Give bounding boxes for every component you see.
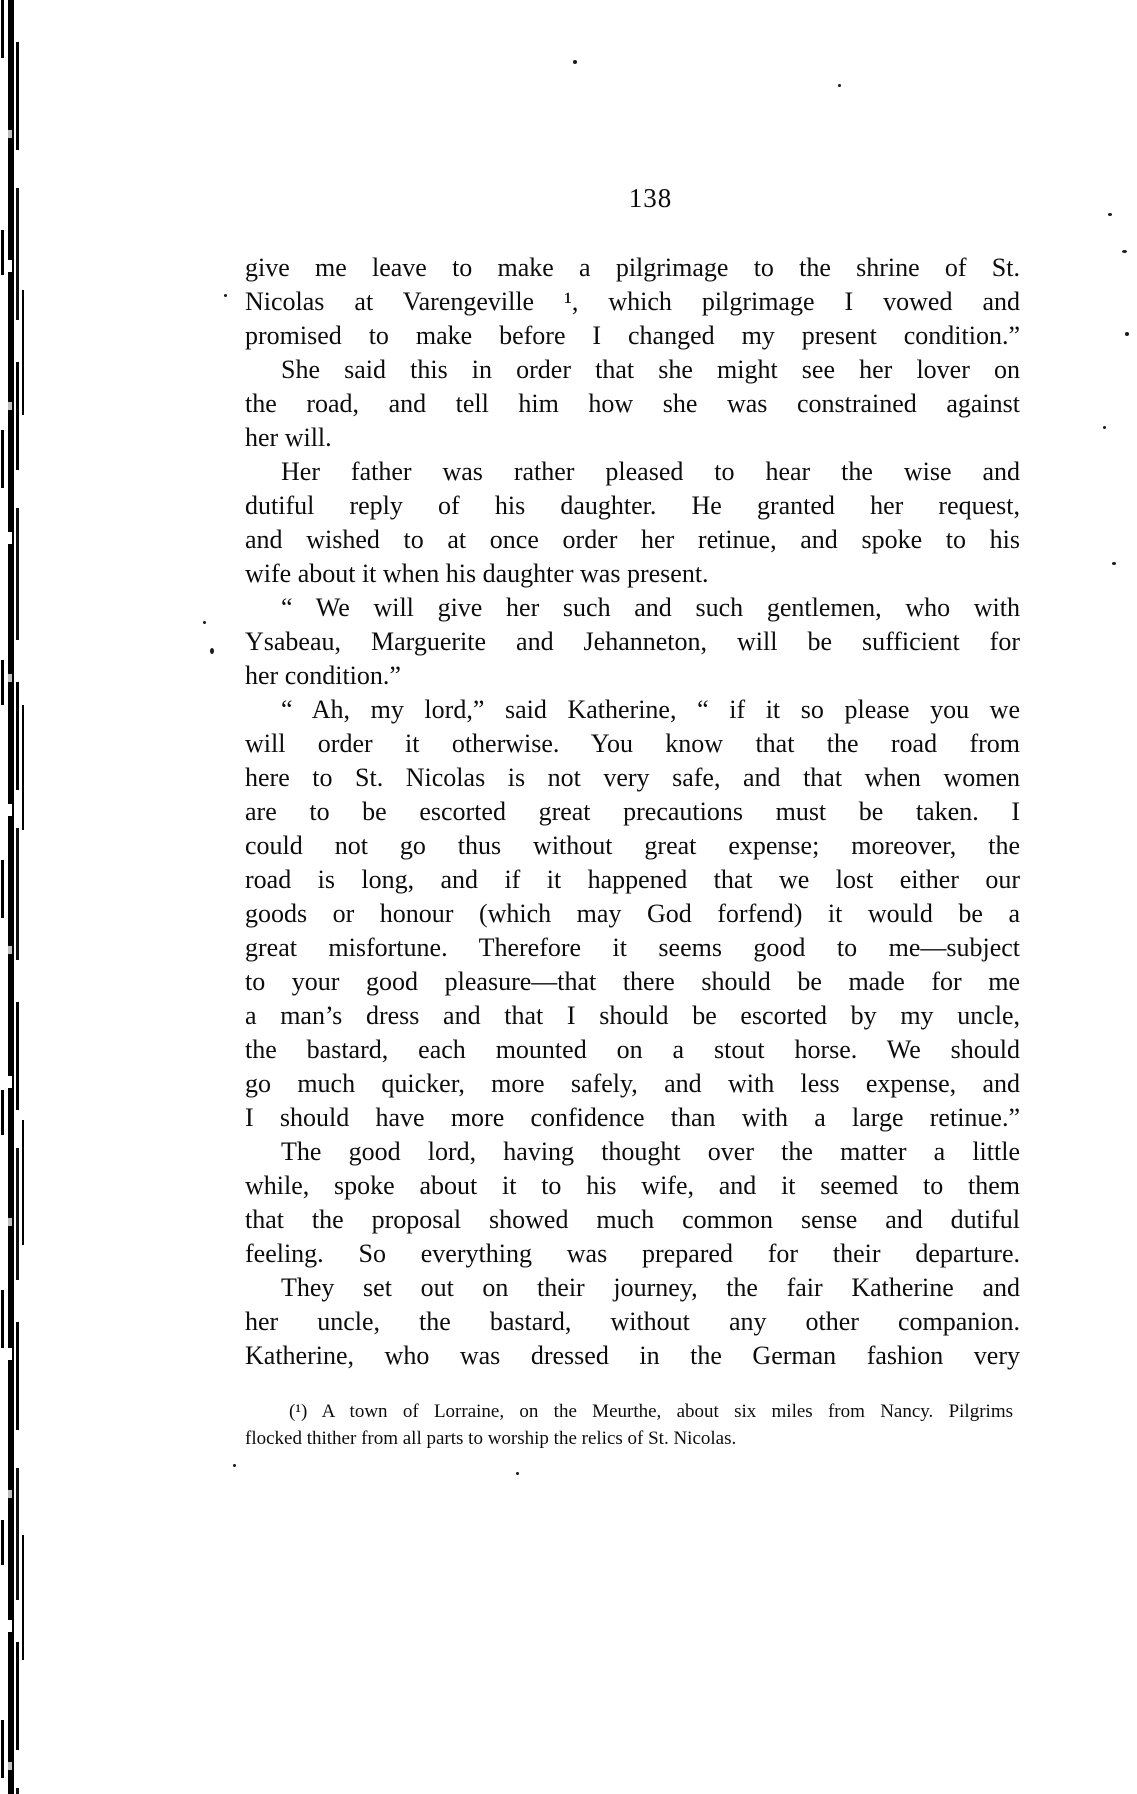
text-line: to your good pleasure—that there should be made for me: [245, 967, 1020, 996]
scan-speck: [516, 1472, 519, 1475]
text-line: The good lord, having thought over the matter a little: [281, 1137, 1020, 1166]
footnote-line: (¹) A town of Lorraine, on the Meurthe, about six miles from Nancy. Pilgrims: [289, 1401, 1013, 1422]
scan-speck: [1125, 332, 1129, 336]
text-line: Nicolas at Varengeville ¹, which pilgrimage I vowed and: [245, 287, 1020, 316]
text-line: here to St. Nicolas is not very safe, and that when women: [245, 763, 1020, 792]
text-line: her uncle, the bastard, without any other companion.: [245, 1307, 1020, 1336]
text-line: will order it otherwise. You know that the road from: [245, 729, 1020, 758]
text-line: Ysabeau, Marguerite and Jehanneton, will be sufficient for: [245, 627, 1020, 656]
text-line: “ We will give her such and such gentlemen, who with: [281, 593, 1020, 622]
footnote-line: flocked thither from all parts to worship the relics of St. Nicolas.: [245, 1428, 737, 1449]
text-line: dutiful reply of his daughter. He granted her request,: [245, 491, 1020, 520]
text-line: Katherine, who was dressed in the German fashion very: [245, 1341, 1020, 1370]
text-line: road is long, and if it happened that we lost either our: [245, 865, 1020, 894]
text-line: the road, and tell him how she was constrained against: [245, 389, 1020, 418]
text-line: could not go thus without great expense; moreover, the: [245, 831, 1020, 860]
text-line: She said this in order that she might see her lover on: [281, 355, 1020, 384]
text-line: her condition.”: [245, 661, 401, 690]
binding-line-artifact: [16, 0, 19, 1794]
text-line: that the proposal showed much common sense and dutiful: [245, 1205, 1020, 1234]
body-text: [245, 251, 1020, 1373]
binding-line-artifact: [22, 0, 24, 1794]
binding-line-artifact: [12, 0, 14, 1794]
scan-speck: [838, 84, 841, 87]
text-line: wife about it when his daughter was present.: [245, 559, 709, 588]
scan-speck: [233, 1464, 236, 1467]
scan-speck: [210, 648, 214, 654]
scan-speck: [203, 621, 206, 624]
text-line: great misfortune. Therefore it seems good to me—subject: [245, 933, 1020, 962]
scan-speck: [1103, 426, 1106, 429]
text-line: “ Ah, my lord,” said Katherine, “ if it so please you we: [281, 695, 1020, 724]
binding-line-artifact: [1, 0, 4, 1794]
text-line: feeling. So everything was prepared for their departure.: [245, 1239, 1020, 1268]
text-line: the bastard, each mounted on a stout horse. We should: [245, 1035, 1020, 1064]
text-line: are to be escorted great precautions must be taken. I: [245, 797, 1020, 826]
text-line: I should have more confidence than with a large retinue.”: [245, 1103, 1020, 1132]
text-line: They set out on their journey, the fair Katherine and: [281, 1273, 1020, 1302]
text-line: while, spoke about it to his wife, and it seemed to them: [245, 1171, 1020, 1200]
text-line: and wished to at once order her retinue, and spoke to his: [245, 525, 1020, 554]
footnote: [245, 1398, 1013, 1452]
scan-speck: [573, 60, 577, 64]
text-line: Her father was rather pleased to hear the wise and: [281, 457, 1020, 486]
text-line: her will.: [245, 423, 332, 452]
text-line: goods or honour (which may God forfend) it would be a: [245, 899, 1020, 928]
page-number: 138: [628, 183, 673, 213]
scan-speck: [224, 294, 227, 297]
text-line: go much quicker, more safely, and with less expense, and: [245, 1069, 1020, 1098]
scan-speck: [1112, 562, 1116, 565]
text-line: promised to make before I changed my present condition.”: [245, 321, 1020, 350]
scan-speck: [1108, 213, 1112, 216]
text-line: give me leave to make a pilgrimage to the shrine of St.: [245, 253, 1020, 282]
scan-speck: [1122, 250, 1127, 253]
text-line: a man’s dress and that I should be escorted by my uncle,: [245, 1001, 1020, 1030]
binding-line-artifact: [8, 0, 14, 1794]
